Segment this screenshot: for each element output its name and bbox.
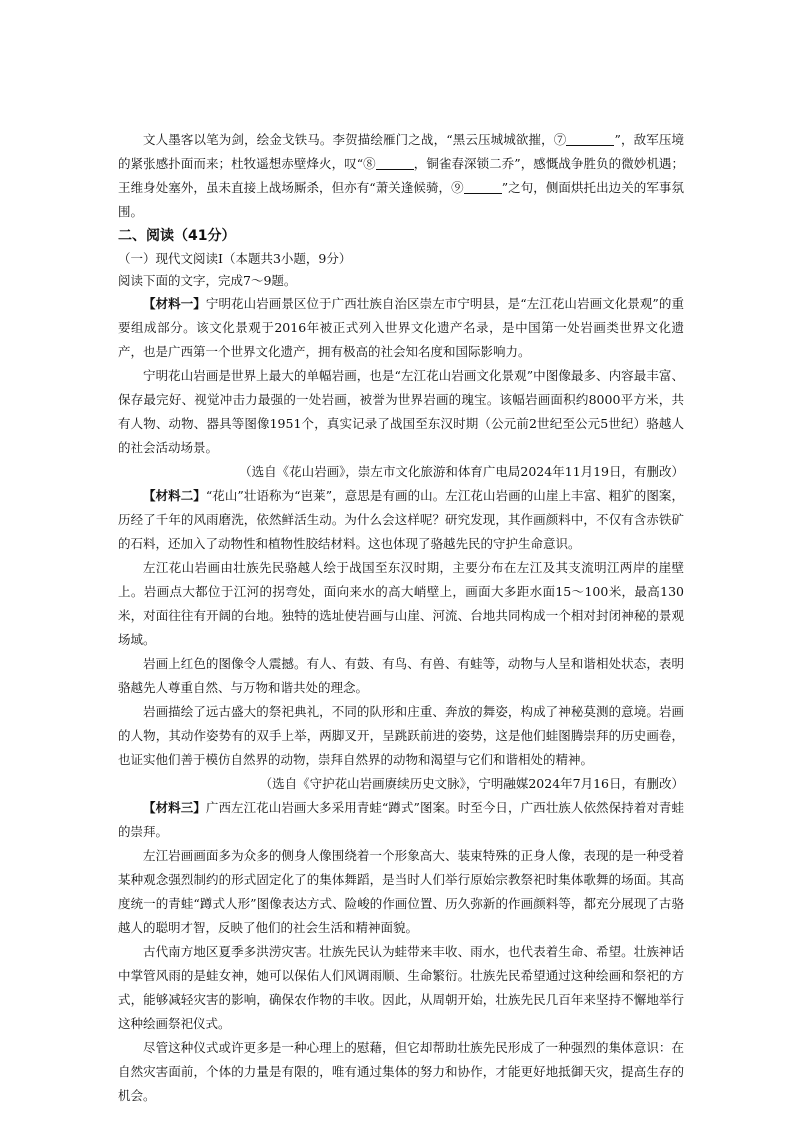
material3-paragraph-3: 古代南方地区夏季多洪涝灾害。壮族先民认为蛙带来丰收、雨水，也代表着生命、希望。壮族神话中掌管风雨的是蛙女神，她可以保佑人们风调雨顺、生命繁衍。壮族先民希望通过这种绘画和祭祀的方式，能够减轻灾害的影响，确保农作物的丰收。因此，从周朝开始，壮族先民几百年来坚持不懈地举行这种绘画祭祀仪式。 <box>118 944 684 1031</box>
material2-paragraph-4: 岩画描绘了远古盛大的祭祀典礼，不同的队形和庄重、奔放的舞姿，构成了神秘莫测的意境。岩画的人物，其动作姿势有的双手上举，两脚叉开，呈跳跃前进的姿势，这是他们蛙图腾崇拜的历史画卷，也证实他们善于模仿自然界的动物，崇拜自然界的动物和渴望与它们和谐相处的精神。 <box>118 704 684 767</box>
material2-paragraph-1 <box>118 484 684 556</box>
material2-paragraph-3: 岩画上红色的图像令人震撼。有人、有鼓、有鸟、有兽、有蛙等，动物与人呈和谐相处状态，表明骆越先人尊重自然、与万物和谐共处的理念。 <box>118 656 684 695</box>
intro-paragraph <box>118 128 684 224</box>
intro-text-c: ，铜雀春深锁二乔”，感慨战争胜负的微妙机遇；王维身处塞外，虽未直接上战场厮杀，但亦有“萧关逢候骑，⑨ <box>118 156 684 195</box>
material1-text-1: 宁明花山岩画景区位于广西壮族自治区崇左市宁明县，是“左江花山岩画文化景观”的重要组成部分。该文化景观于2016年被正式列入世界文化遗产名录，是中国第一处岩画类世界文化遗产，也是广西第一个世界文化遗产，拥有极高的社会知名度和国际影响力。 <box>118 296 684 359</box>
intro-text-d: ”之句，侧面烘托出边关的军事氛围。 <box>118 180 684 219</box>
answer-blank-9[interactable] <box>464 179 502 194</box>
page-content <box>118 128 684 1108</box>
material3-tag: 【材料三】 <box>143 800 206 815</box>
answer-blank-7[interactable] <box>566 131 614 146</box>
material1-paragraph-2: 宁明花山岩画是世界上最大的单幅岩画，也是“左江花山岩画文化景观”中图像最多、内容最丰富、保存最完好、视觉冲击力最强的一处岩画，被誉为世界岩画的瑰宝。该幅岩画面积约8000平方米，共有人物、动物、器具等图像1951个，真实记录了战国至东汉时期（公元前2世纪至公元5世纪）骆越人的社会活动场景。 <box>118 368 684 455</box>
material1-source: （选自《花山岩画》，崇左市文化旅游和体育广电局2024年11月19日，有删改） <box>239 464 684 479</box>
material3-text-1: 广西左江花山岩画大多采用青蛙“蹲式”图案。时至今日，广西壮族人依然保持着对青蛙的崇拜。 <box>118 800 684 839</box>
section-instruction: 阅读下面的文字，完成7～9题。 <box>118 273 297 288</box>
material1-paragraph-1 <box>118 292 684 364</box>
answer-blank-8[interactable] <box>376 155 414 170</box>
intro-text-b: ”，敌军压境的紧张感扑面而来；杜牧遥想赤壁烽火，叹“⑧ <box>118 132 684 171</box>
material1-tag: 【材料一】 <box>143 296 206 311</box>
material2-text-1: “花山”壮语称为“岜莱”，意思是有画的山。左江花山岩画的山崖上丰富、粗犷的图案，历经了千年的风雨磨洗，依然鲜活生动。为什么会这样呢？研究发现，其作画颜料中，不仅有含赤铁矿的石料，还加入了动物性和植物性胶结材料。这也体现了骆越先民的守护生命意识。 <box>118 488 684 551</box>
material3-paragraph-1 <box>118 796 684 844</box>
material2-source: （选自《守护花山岩画赓续历史文脉》，宁明融媒2024年7月16日，有删改） <box>259 776 684 791</box>
material3-paragraph-2: 左江岩画画面多为众多的侧身人像围绕着一个形象高大、装束特殊的正身人像，表现的是一种受着某种观念强烈制约的形式固定化了的集体舞蹈，是当时人们举行原始宗教祭祀时集体歌舞的场面。其高度统一的青蛙“蹲式人形”图像表达方式、险峻的作画位置、历久弥新的作画颜料等，都充分展现了古骆越人的聪明才智，反映了他们的社会生活和精神面貌。 <box>118 848 684 935</box>
material3-paragraph-4: 尽管这种仪式或许更多是一种心理上的慰藉，但它却帮助壮族先民形成了一种强烈的集体意识：在自然灾害面前，个体的力量是有限的，唯有通过集体的努力和协作，才能更好地抵御天灾，提高生存的机会。 <box>118 1040 684 1103</box>
material2-tag: 【材料二】 <box>143 488 206 503</box>
intro-text-a: 文人墨客以笔为剑，绘金戈铁马。李贺描绘雁门之战，“黑云压城城欲摧，⑦ <box>143 132 567 147</box>
section-subtitle: （一）现代文阅读Ⅰ（本题共3小题，9分） <box>118 251 352 266</box>
section-title: 二、阅读（41分） <box>118 228 236 244</box>
material2-paragraph-2: 左江花山岩画由壮族先民骆越人绘于战国至东汉时期，主要分布在左江及其支流明江两岸的崖壁上。岩画点大都位于江河的拐弯处，面向来水的高大峭壁上，画面大多距水面15～100米，最高130米，对面往往有开阔的台地。独特的选址使岩画与山崖、河流、台地共同构成一个相对封闭神秘的景观场域。 <box>118 560 684 647</box>
